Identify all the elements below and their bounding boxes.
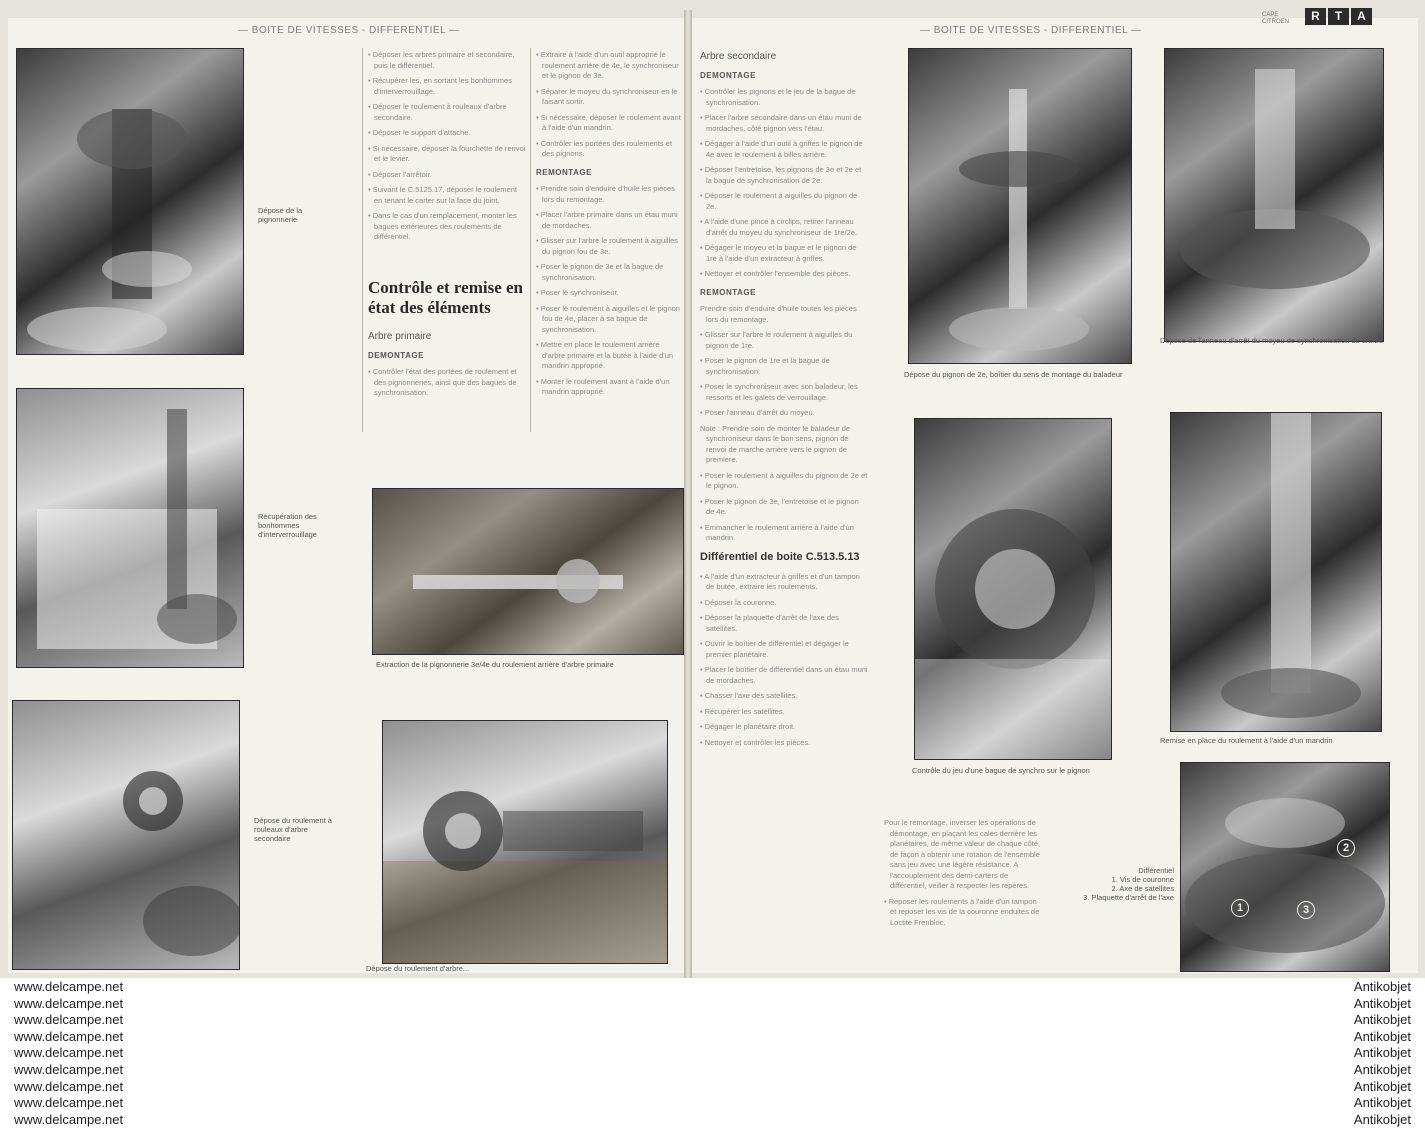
callout-1: 1 [1231,899,1249,917]
running-head-right: — BOITE DE VITESSES - DIFFERENTIEL — [920,25,1142,36]
text-item: • Dans le cas d'un remplacement, monter les bagues extérieures des roulements de différentiel. [368,211,517,241]
text-item: • Placer le boîtier de différentiel dans un étau muni de mordaches. [700,665,868,685]
logo-letter: R [1305,8,1326,25]
text-item: • Nettoyer et contrôler les pièces. [700,737,811,747]
watermark-line: Antikobjet [1353,1111,1411,1127]
column-rule [530,48,531,432]
text-item: • Nettoyer et contrôler l'ensemble des pièces. [700,269,851,278]
photo-pignon-2e [908,48,1132,364]
page-gutter [684,10,692,978]
text-item: Prendre soin d'enduire d'huile toutes les pièces lors du remontage. [700,304,857,324]
text-item: • Déposer les arbres primaire et secondaire, puis le différentiel. [368,50,515,70]
text-item: • Prendre soin d'enduire d'huile les pièces lors du remontage. [536,184,675,204]
watermark-line: Antikobjet [1353,1028,1411,1044]
text-item: • Contrôler l'état des portées de roulement et des pignonneries, ainsi que des bagues de synchronisation. [368,367,517,397]
watermark-right [1354,979,1411,1128]
text-item: • Emmancher le roulement arrière à l'aide d'un mandrin. [700,522,854,542]
watermark-line: Antikobjet [1353,1078,1411,1094]
text-item: • Récupérer les, en sortant les bonhommes d'interverrouillage. [368,76,512,96]
text-item: • Déposer le roulement à aiguilles du pignon de 2e. [700,191,858,211]
column-rule [362,48,363,432]
photo-pignonnerie [16,48,244,355]
photo-anneau-arret [1164,48,1384,342]
text-item: • Poser l'anneau d'arrêt du moyeu. [700,408,815,417]
text-item: • Déposer le support d'attache. [368,128,471,137]
text-item: • Poser le synchroniseur avec son baladeur, les ressorts et les galets de verrouillage. [700,382,858,402]
text-item: • Suivant le C.5125.17, déposer le roulement en tenant le carter sur la face du joint. [368,185,517,205]
watermark-line: www.delcampe.net [14,979,124,994]
text-item: • Mettre en place le roulement arrière d'arbre primaire et la butée à l'aide d'un mandrin approprié. [536,340,674,370]
photo-roulement-mandrin [1170,412,1382,732]
left-column-1 [368,50,526,248]
watermark-line: www.delcampe.net [14,1028,124,1044]
sub-heading-remontage: REMONTAGE [536,167,592,177]
left-column-2 [536,50,682,403]
text-item: • Dégager à l'aide d'un outil à griffes le pignon de 4e avec le roulement à billes arrière. [700,139,863,159]
caption-bague-synchro: Contrôle du jeu d'une bague de synchro sur le pignon [912,766,1090,775]
caption-pignon-2e: Dépose du pignon de 2e, boîtier du sens de montage du baladeur [904,370,1123,379]
caption-differentiel: Différentiel 1. Vis de couronne 2. Axe de satellites 3. Plaquette d'arrêt de l'axe [1083,866,1174,902]
watermark-line: www.delcampe.net [14,1111,124,1127]
bearing-shaft-photo-icon [383,721,667,963]
text-item: • Poser le roulement à aiguilles et le pignon fou de 4e, placer à sa bague de synchronisation. [536,303,680,334]
text-item: • Poser le roulement à aiguilles du pignon de 2e et le pignon. [700,470,868,490]
watermark-line: www.delcampe.net [14,995,124,1011]
text-item: • Reposer les roulements à l'aide d'un tampon et reposer les vis de la couronne enduites de Loctite Frenbloc. [884,896,1040,927]
photo-extraction [372,488,684,655]
text-item: • A l'aide d'un extracteur à griffes et d'un tampon de butée, extraire les roulements. [700,571,860,591]
text-item: • Poser le pignon de 3e et la bague de synchronisation. [536,262,664,282]
watermark-line: Antikobjet [1353,1061,1411,1077]
photo-roulement-secondaire [12,700,240,970]
text-item: • Si nécessaire, déposer la fourchette de renvoi et le levier. [368,143,526,163]
section-heading-differentiel: Différentiel de boite C.513.5.13 [700,550,860,563]
text-item: • Placer l'arbre primaire dans un étau muni de mordaches. [536,210,678,230]
logo-letter: T [1328,8,1349,25]
text-item: • Poser le pignon de 3e, l'entretoise et le pignon de 4e. [700,496,859,516]
differential-photo-icon [1181,763,1389,971]
text-item: • Contrôler les portées des roulements et des pignons. [536,138,673,158]
subsection-heading: Arbre primaire [368,331,432,342]
caption-bonhommes: Récupération des bonhommes d'interverrouillage [258,512,317,539]
text-item: • Monter le roulement avant à l'aide d'un mandrin approprié. [536,376,670,396]
caption-extraction: Extraction de la pignonnerie 3e/4e du roulement arrière d'arbre primaire [376,660,614,669]
watermark-line: www.delcampe.net [14,1095,124,1111]
watermark-line: Antikobjet [1353,995,1411,1011]
callout-3: 3 [1297,901,1315,919]
text-item: • Extraire à l'aide d'un outil approprié le roulement arrière de 4e, le synchroniseur et le pignon de 3e. [536,50,679,80]
text-item: • Déposer le roulement à rouleaux d'arbre secondaire. [368,102,507,122]
text-item: • Poser le synchroniseur. [536,288,619,297]
photo-bonhommes [16,388,244,668]
logo-caption: CAPE CITROEN [1262,12,1289,25]
watermark-line: Antikobjet [1353,1012,1411,1028]
text-item: • Placer l'arbre secondaire dans un étau muni de mordaches, côté pignon vers l'étau. [700,113,862,133]
right-column-2 [884,818,1044,933]
running-head-left: — BOITE DE VITESSES - DIFFERENTIEL — [238,25,460,36]
text-item: • Contrôler les pignons et le jeu de la bague de synchronisation. [700,87,856,107]
photo-bague-synchro [914,418,1112,760]
caption-roulement-mandrin: Remise en place du roulement à l'aide d'un mandrin [1160,736,1333,745]
text-item: • Glisser sur l'arbre le roulement à aiguilles du pignon de 1re. [700,330,853,350]
text-item: • Ouvrir le boîtier de différentiel et dégager le premier planétaire. [700,639,849,659]
logo-letter: A [1351,8,1372,25]
left-column-1-lower [368,278,526,404]
text-item: • Déposer la couronne. [700,597,777,607]
subsection-heading: Arbre secondaire [700,51,777,62]
text-item: • Déposer l'entretoise, les pignons de 3e et 2e et la bague de synchronisation de 2e. [700,165,862,185]
synchro-hub-photo-icon [1165,49,1383,341]
text-item: Pour le remontage, inverser les opérations de démontage, en plaçant les cales derrière les planétaires, de même valeur de chaque côté, de façon à obtenir une rotation de l'ensemble sans jeu avec une légère résistance. A l'accouplement des demi-carters de différentiel, veiller à respecter les repères. [884,818,1041,890]
text-item: • Dégager le moyeu et la bague et le pignon de 1re à l'aide d'un extracteur à griffes. [700,243,857,263]
watermark-line: Antikobjet [1353,1095,1411,1111]
right-column-1 [700,52,868,753]
ring-gear-photo-icon [915,419,1111,759]
watermark-line: Antikobjet [1353,1045,1411,1061]
gear-photo-icon [17,49,243,354]
watermark-line: www.delcampe.net [14,1012,124,1028]
text-item: • Séparer le moyeu du synchroniseur en le faisant sortir. [536,86,678,106]
photo-roulement-arbre [382,720,668,964]
text-item: Note : Prendre soin de monter le baladeur de synchroniseur dans le bon sens, pignon de renvoi de marche arrière vers le pignon de premiere. [700,423,851,464]
text-item: • Déposer l'arrêtoir. [368,169,432,179]
text-item: • Poser le pignon de 1re et la bague de synchronisation. [700,356,830,376]
sub-heading-remontage: REMONTAGE [700,287,756,297]
text-item: • Récupérer les satellites. [700,706,785,716]
sub-heading-demontage: DEMONTAGE [368,350,424,360]
caption-roulement-secondaire: Dépose du roulement à rouleaux d'arbre secondaire [254,816,332,843]
watermark-line: www.delcampe.net [14,1078,124,1094]
housing-photo-icon [17,389,243,667]
text-item: • Dégager le planétaire droit. [700,722,796,731]
shaft-photo-icon [373,489,683,654]
press-photo-icon [1171,413,1381,731]
text-item: • A l'aide d'une pince à circlips, retirer l'anneau d'arrêt du moyeu du synchroniseur de 1re/2e. [700,217,858,237]
text-item: • Chasser l'axe des satellites. [700,691,798,700]
sub-heading-demontage: DEMONTAGE [700,70,756,80]
caption-pignonnerie: Dépose de la pignonnerie [258,206,303,224]
rta-logo [1305,8,1372,25]
caption-anneau-arret: Dépose de l'anneau d'arrêt du moyeu de synchronisation de 1re/2e [1160,336,1384,345]
section-heading: Contrôle et remise en état des éléments [368,278,523,317]
watermark-left [14,979,123,1128]
gear-stack-photo-icon [909,49,1131,363]
bearing-photo-icon [13,701,239,969]
caption-roulement-arbre: Dépose du roulement d'arbre... [366,964,470,973]
watermark-line: www.delcampe.net [14,1061,124,1077]
watermark-line: Antikobjet [1353,979,1411,994]
callout-2: 2 [1337,839,1355,857]
text-item: • Glisser sur l'arbre le roulement à aiguilles du pignon fou de 3e. [536,236,679,256]
text-item: • Déposer la plaquette d'arrêt de l'axe des satellites. [700,613,839,633]
text-item: • Si nécessaire, déposer le roulement avant à l'aide d'un mandrin. [536,112,681,132]
photo-differentiel [1180,762,1390,972]
watermark-line: www.delcampe.net [14,1045,124,1061]
